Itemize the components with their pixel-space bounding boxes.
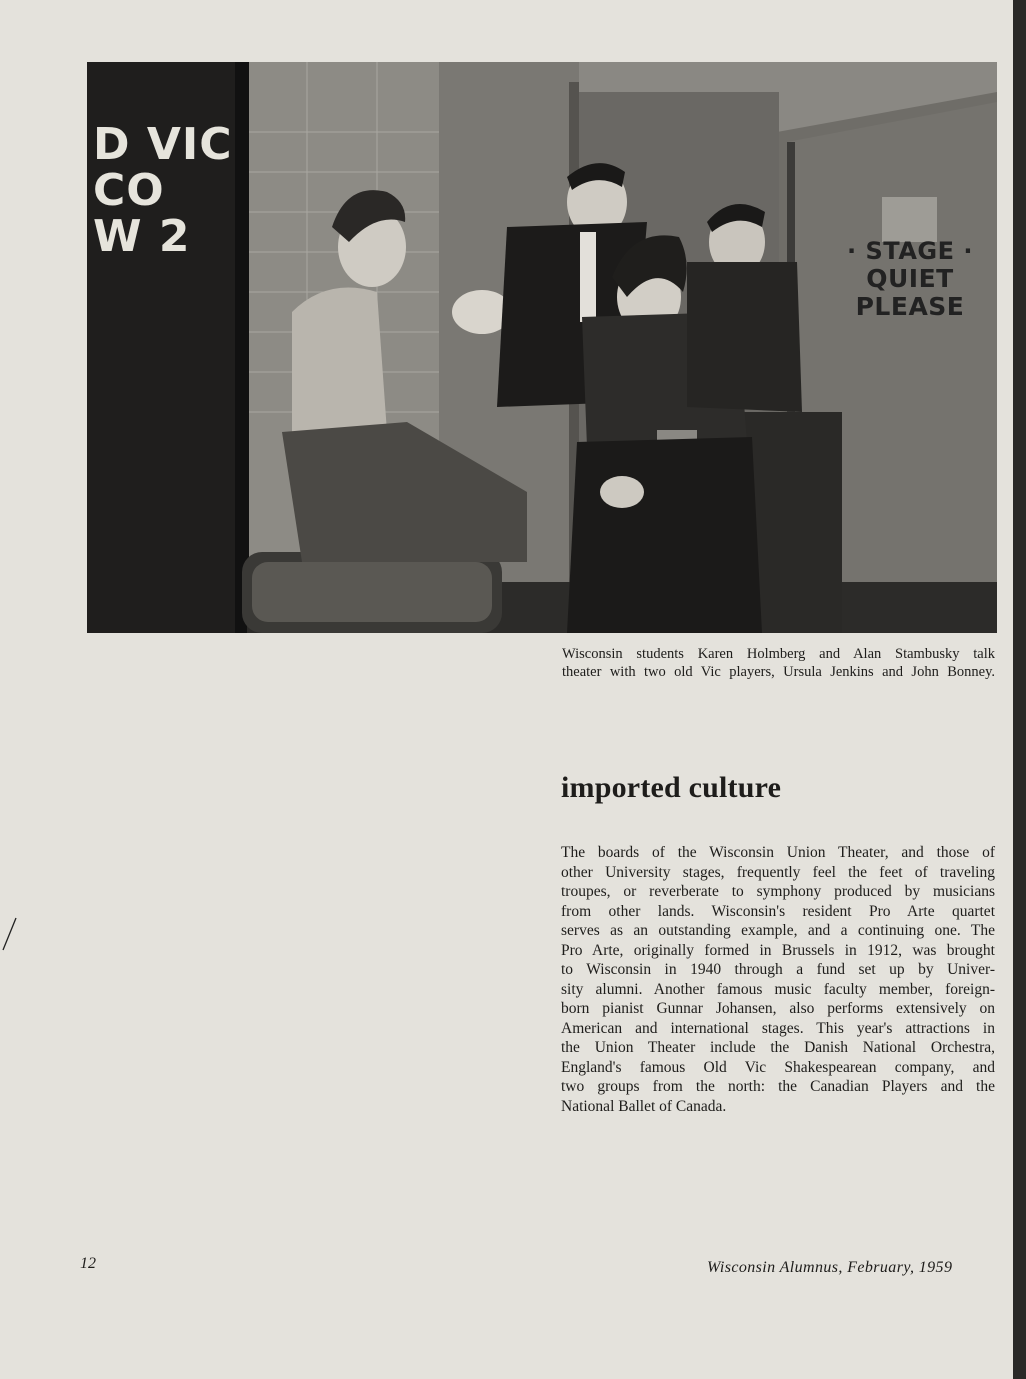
body-line: to Wisconsin in 1940 through a fund set up by Univer- <box>561 961 995 978</box>
photo-caption <box>562 645 995 681</box>
article-heading: imported culture <box>561 771 782 804</box>
body-line: from other lands. Wisconsin's resident Pro Arte quartet <box>561 902 995 920</box>
body-line: England's famous Old Vic Shakespearean company, and <box>561 1058 995 1076</box>
body-line: Pro Arte, originally formed in Brussels in 1912, was brought <box>561 941 995 959</box>
body-line: National Ballet of Canada. <box>561 1097 727 1115</box>
stencil-line: W 2 <box>93 211 191 263</box>
stencil-line: CO <box>93 165 165 217</box>
body-line: American and international stages. This year's attractions in <box>561 1019 995 1037</box>
publication-credit: Wisconsin Alumnus, February, 1959 <box>707 1259 953 1276</box>
theater-photo <box>87 62 997 633</box>
body-line: the Union Theater include the Danish National Orchestra, <box>561 1039 995 1056</box>
body-line: other University stages, frequently feel the feet of traveling <box>561 863 995 881</box>
body-line: serves as an outstanding example, and a continuing one. The <box>561 922 995 939</box>
caption-line: Wisconsin students Karen Holmberg and Alan Stambusky talk <box>562 646 995 662</box>
stencil-line: D VIC <box>93 119 233 170</box>
stage-quiet-sign <box>820 237 997 321</box>
body-line: The boards of the Wisconsin Union Theater, and those of <box>561 844 995 861</box>
stage-sign-line: QUIET PLEASE <box>855 264 965 321</box>
page-number: 12 <box>80 1255 96 1272</box>
body-line: troupes, or reverberate to symphony produced by musicians <box>561 883 995 900</box>
stencil-door-sign <box>93 119 233 263</box>
body-line: born pianist Gunnar Johansen, also performs extensively on <box>561 1000 995 1017</box>
body-line: sity alumni. Another famous music faculty member, foreign- <box>561 980 995 998</box>
stage-sign-line: · STAGE · <box>847 237 973 265</box>
article-body <box>561 843 995 1116</box>
stray-pencil-mark <box>0 0 30 980</box>
page-edge-shadow <box>1013 0 1026 1379</box>
caption-line: theater with two old Vic players, Ursula Jenkins and John Bonney. <box>562 664 995 680</box>
body-line: two groups from the north: the Canadian Players and the <box>561 1078 995 1095</box>
